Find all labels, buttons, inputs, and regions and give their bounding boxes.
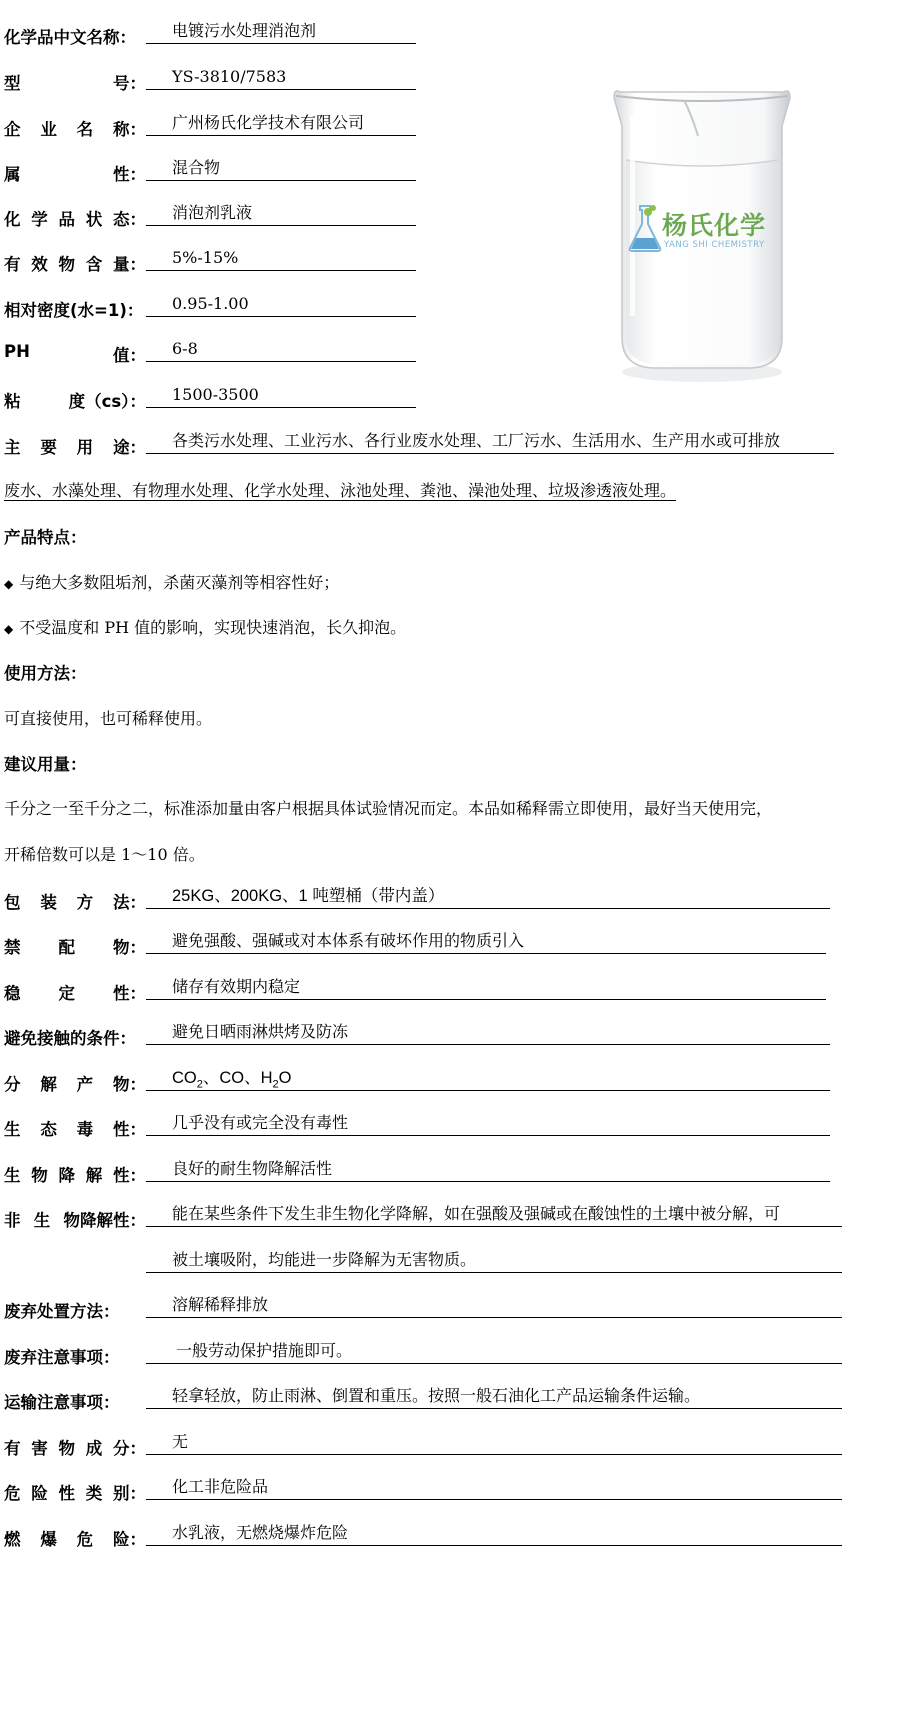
dosage-line2: 开稀倍数可以是 1～10 倍。 [4,845,205,864]
spec-value-ph: 6-8 [146,336,416,362]
spec-value-density: 0.95-1.00 [146,291,416,317]
detail-value-decomposition: $CO_2$、CO、$H_2O$ [146,1065,830,1091]
detail-label-stability: 稳 定 性： [4,984,146,1003]
detail-label-biodegradability: 生 物 降 解 性： [4,1166,146,1185]
spec-label-ph: PH 值： [4,342,146,365]
detail-label-disposal: 废弃处置方法： [4,1302,120,1321]
yang-shi-logo [628,204,798,264]
usage-line1: 各类污水处理、工业污水、各行业废水处理、工厂污水、生活用水、生产用水或可排放 [146,428,834,454]
spec-label-density: 相对密度(水=1)： [4,301,144,320]
spec-label-state: 化 学 品 状 态： [4,210,146,229]
spec-value-company: 广州杨氏化学技术有限公司 [146,110,416,136]
logo-sub: YANG SHI CHEMISTRY [664,240,765,250]
detail-value-avoid: 避免日晒雨淋烘烤及防冻 [146,1019,830,1045]
detail-value-packaging: 25KG、200KG、1 吨塑桶（带内盖） [146,883,830,909]
spec-label-property: 属 性： [4,165,146,184]
feature-item-2: ◆ 不受温度和 PH 值的影响，实现快速消泡，长久抑泡。 [4,618,407,637]
detail-value-hazardous: 无 [146,1429,842,1455]
detail-label-hazardous: 有 害 物 成 分： [4,1439,146,1458]
dosage-heading: 建议用量： [4,755,87,774]
detail-value-incompatible: 避免强酸、强碱或对本体系有破坏作用的物质引入 [146,928,826,954]
spec-label-viscosity: 粘 度（cs）： [4,392,146,411]
detail-value-transport: 轻拿轻放，防止雨淋、倒置和重压。按照一般石油化工产品运输条件运输。 [146,1383,842,1409]
detail-label-avoid: 避免接触的条件： [4,1029,136,1048]
usage-label: 主 要 用 途： [4,438,146,457]
detail-label-disposal-notes: 废弃注意事项： [4,1348,120,1367]
detail-value-ecotoxicity: 几乎没有或完全没有毒性 [146,1110,830,1136]
detail-label-incompatible: 禁 配 物： [4,938,146,957]
spec-value-name: 电镀污水处理消泡剂 [146,18,416,44]
spec-label-name: 化学品中文名称： [4,28,136,47]
feature-item-1: ◆ 与绝大多数阻垢剂，杀菌灭藻剂等相容性好； [4,573,340,592]
detail-value-abiotic-line2: 被土壤吸附，均能进一步降解为无害物质。 [146,1247,842,1273]
detail-label-ecotoxicity: 生 态 毒 性： [4,1120,146,1139]
logo-brand: 杨氏化学 [662,211,767,240]
detail-label-explosion: 燃 爆 危 险： [4,1530,146,1549]
detail-label-abiotic: 非 生 物降解性： [4,1211,146,1230]
detail-value-category: 化工非危险品 [146,1474,842,1500]
detail-value-disposal: 溶解稀释排放 [146,1292,842,1318]
bullet-diamond-icon: ◆ [4,577,14,591]
detail-value-disposal-notes: 一般劳动保护措施即可。 [146,1338,842,1364]
detail-value-biodegradability: 良好的耐生物降解活性 [146,1156,830,1182]
detail-value-stability: 储存有效期内稳定 [146,974,826,1000]
usage-line2: 废水、水藻处理、有物理水处理、化学水处理、泳池处理、粪池、澡池处理、垃圾渗透液处理。 [4,481,677,500]
detail-label-decomposition: 分 解 产 物： [4,1075,146,1094]
detail-value-explosion: 水乳液，无燃烧爆炸危险 [146,1520,842,1546]
detail-label-category: 危 险 性 类 别： [4,1484,146,1503]
features-heading: 产品特点： [4,528,87,547]
spec-value-state: 消泡剂乳液 [146,200,416,226]
bullet-diamond-icon: ◆ [4,622,14,636]
spec-label-company: 企 业 名 称： [4,120,146,139]
detail-label-packaging: 包 装 方 法： [4,893,146,912]
flask-icon [628,204,662,252]
spec-value-model: YS-3810/7583 [146,64,416,90]
spec-label-model: 型 号： [4,74,146,93]
method-heading: 使用方法： [4,664,87,683]
method-text: 可直接使用，也可稀释使用。 [4,709,213,728]
spec-value-viscosity: 1500-3500 [146,382,416,408]
detail-label-transport: 运输注意事项： [4,1393,120,1412]
spec-value-property: 混合物 [146,155,416,181]
dosage-line1: 千分之一至千分之二，标准添加量由客户根据具体试验情况而定。本品如稀释需立即使用，最好当天使用完， [4,799,773,818]
detail-value-abiotic-line1: 能在某些条件下发生非生物化学降解，如在强酸及强碱或在酸蚀性的土壤中被分解，可 [146,1201,842,1227]
spec-value-content: 5%-15% [146,245,416,271]
spec-label-content: 有 效 物 含 量： [4,255,146,274]
